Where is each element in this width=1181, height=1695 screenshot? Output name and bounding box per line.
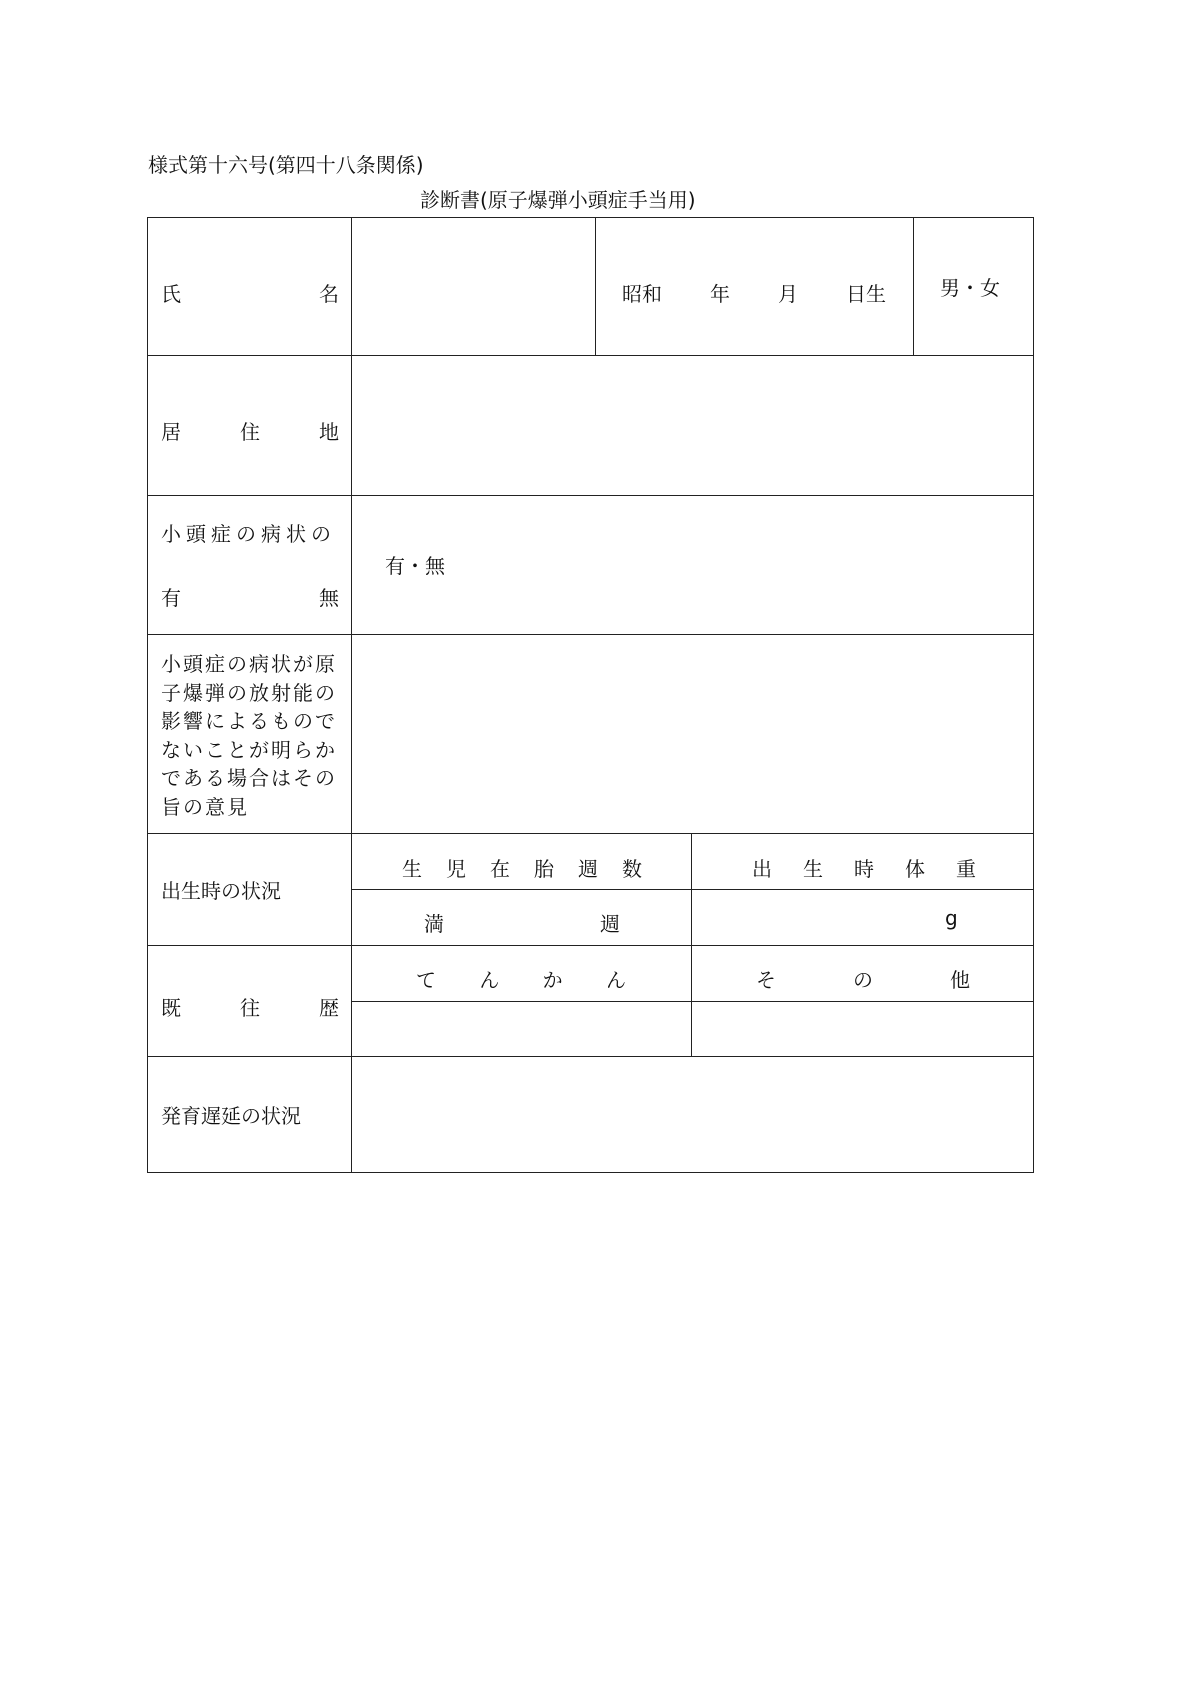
birth-status-label: 出生時の状況 bbox=[161, 879, 281, 903]
other-history-field[interactable] bbox=[692, 1002, 1032, 1055]
epilepsy-field[interactable] bbox=[352, 1002, 690, 1055]
address-label: 居 住 地 bbox=[161, 420, 339, 444]
symptoms-label: 小頭症の病状の bbox=[161, 522, 336, 546]
gestation-weeks-header: 生 児 在 胎 週 数 bbox=[402, 857, 642, 881]
symptoms-value[interactable]: 有・無 bbox=[385, 554, 445, 578]
address-field[interactable] bbox=[352, 356, 1032, 494]
gestation-weeks-field[interactable]: 満 週 bbox=[424, 912, 620, 936]
opinion-field[interactable] bbox=[352, 635, 1032, 832]
form-number: 様式第十六号(第四十八条関係) bbox=[148, 153, 424, 177]
development-field[interactable] bbox=[352, 1057, 1032, 1171]
birth-weight-header: 出 生 時 体 重 bbox=[752, 857, 976, 881]
name-field[interactable] bbox=[352, 218, 594, 354]
other-header: そ の 他 bbox=[756, 968, 970, 992]
symptoms-label-line2: 有 無 bbox=[161, 586, 339, 610]
epilepsy-header: て ん か ん bbox=[416, 968, 626, 992]
birth-weight-field[interactable]: g bbox=[945, 906, 958, 930]
sex-field[interactable]: 男・女 bbox=[940, 276, 1000, 300]
name-label: 氏 名 bbox=[161, 282, 339, 306]
birth-date-field[interactable]: 昭和 年 月 日生 bbox=[622, 282, 886, 306]
history-label: 既 往 歴 bbox=[161, 996, 339, 1020]
development-label: 発育遅延の状況 bbox=[161, 1104, 301, 1128]
document-title: 診断書(原子爆弾小頭症手当用) bbox=[420, 188, 696, 212]
opinion-label: 小頭症の病状が原 子爆弾の放射能の 影響によるもので ないことが明らか である場合はその 旨の意見 bbox=[161, 652, 337, 819]
